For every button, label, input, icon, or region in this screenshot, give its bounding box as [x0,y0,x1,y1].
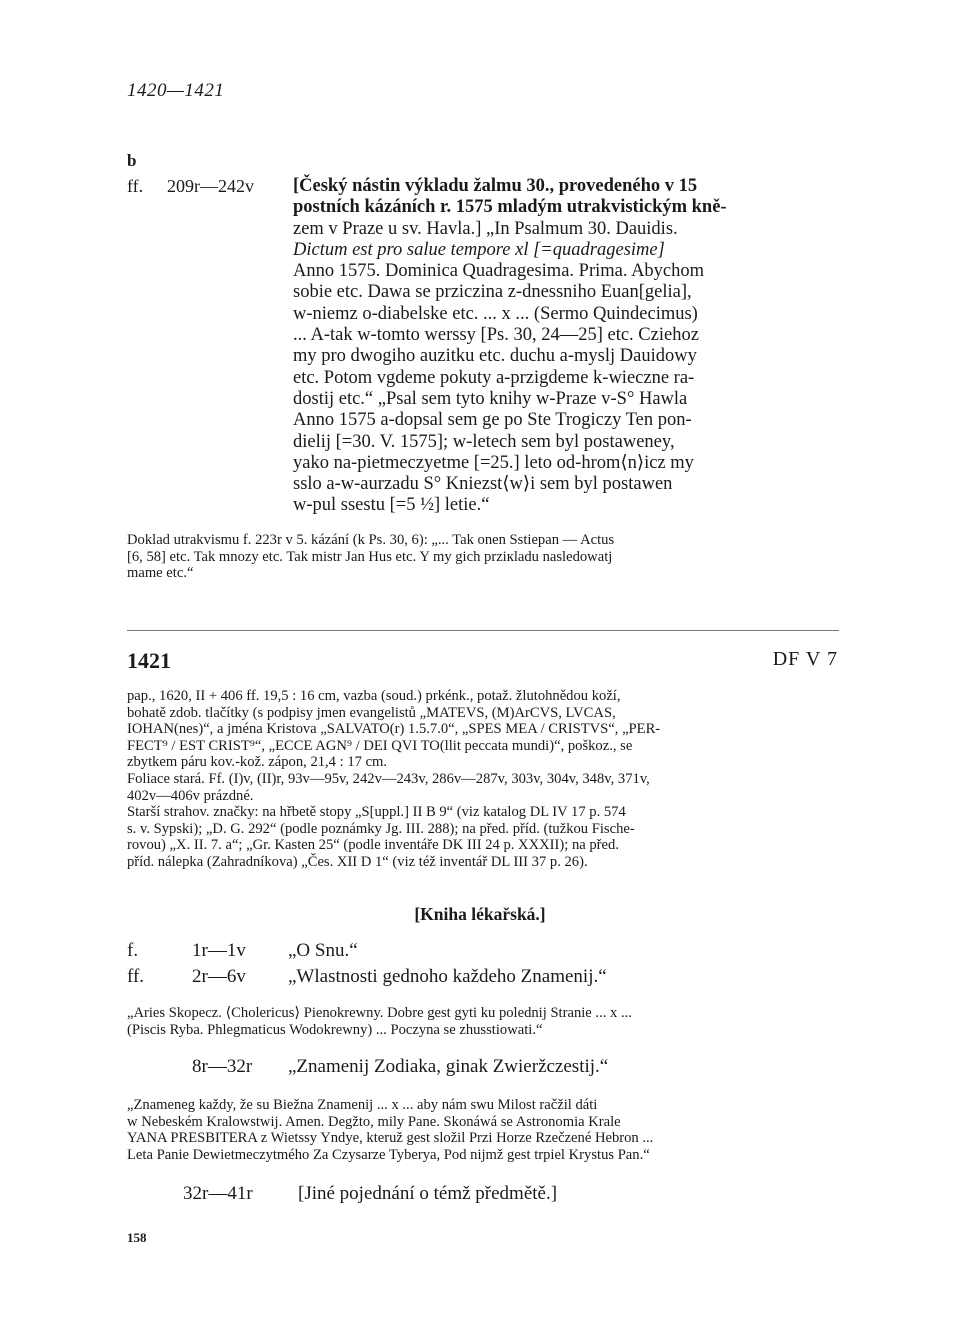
entry-line: Anno 1575. Dominica Quadragesima. Prima. Abychom [293,261,705,282]
strahov-line: rovou) „X. II. 7. a“; „Gr. Kasten 25“ (podle inventáře DK III 24 p. XXXII); na před. [127,837,619,854]
entry-line: sslo a-w-aurzadu S° Kniezst⟨w⟩i sem byl postawen [293,474,673,495]
entry-line: sobie etc. Dawa se prziczina z-dnessniho Euan[gelia], [293,282,692,303]
description-line: pap., 1620, II + 406 ff. 19,5 : 16 cm, vazba (soud.) prkénk., potaž. žlutohnědou koží, [127,688,621,704]
quote-line: „Aries Skopecz. ⟨Cholericus⟩ Pienokrewny. Dobre gest gyti ku polednij Stranie ... x ... [127,1005,632,1021]
running-head: 1420—1421 [127,80,225,101]
item-title: „Wlastnosti gednoho každeho Znamenij.“ [288,966,607,987]
quote-line: YANA PRESBITERA z Wietssy Yndye, kteruž gest složil Przi Horze Rzečzené Hebron ... [127,1130,654,1147]
description-line: bohatě zdob. tlačítky (s podpisy jmen evangelistů „MATEVS, (M)ArCVS, LVCAS, [127,704,616,721]
page-number: 158 [127,1230,147,1245]
item-title: [Jiné pojednání o témž předmětě.] [298,1183,558,1204]
doklad-line: [6, 58] etc. Tak mnozy etc. Tak mistr Jan Hus etc. Y my gich prziкladu nasledowatj [127,548,613,565]
entry-line: dielij [=30. V. 1575]; w-letech sem byl postaweney, [293,431,675,452]
doklad-paragraph [127,532,839,582]
entry-line: Dictum est pro salue tempore xl [=quadragesime] [293,239,665,260]
entry-line: yako na-pietmeczyetme [=25.] leto od-hrom⟨n⟩icz my [293,452,694,473]
foliace-line: Foliace stará. Ff. (I)v, (II)r, 93v—95v, 242v—243v, 286v—287v, 303v, 304v, 348v, 371v, [127,770,650,787]
folio-range: 209r—242v [167,176,254,196]
description-line: FECT⁹ / EST CRIST⁹“, „ECCE AGN⁹ / DEI QVI TO(llit peccata mundi)“, poškoz., se [127,737,633,754]
item-title: „O Snu.“ [288,940,358,961]
item-folio: 2r—6v [192,966,246,987]
quote-paragraph [127,1005,839,1038]
description-line: IOHAN(nes)“, a jména Kristova „SALVATO(r) 1.5.7.0“, „SPES MEA / CRISTVS“, „PER- [127,721,661,738]
entry-line: Anno 1575 a-dopsal sem ge po Ste Trogiczy Ten pon- [293,410,692,431]
item-ff: f. [127,940,139,961]
entry-line: dostij etc.“ „Psal sem tyto knihy w-Praze v-S° Hawla [293,388,688,409]
item-folio: 8r—32r [192,1056,253,1077]
entry-line: etc. Potom vgdeme pokuty a-przigdeme k-wieczne ra- [293,367,695,388]
shelf-signature: DF V 7 [772,648,838,670]
section-divider [127,630,839,631]
quote-line: Leta Panie Dewietmeczytmého Za Czysarze Tyberya, Pod nijmž gest trpiel Krystus Pan.“ [127,1146,650,1163]
strahov-line: příd. nálepka (Zahradníkova) „Čes. XII D 1“ (viz též inventář DL III 37 p. 26). [127,853,588,870]
quote-paragraph [127,1097,839,1163]
entry-line: zem v Praze u sv. Havla.] „In Psalmum 30. Dauidis. [293,218,678,239]
entry-line: my pro dwogiho auzitku etc. duchu a-myslj Dauidowy [293,346,697,367]
doklad-line: Doklad utrakvismu f. 223r v 5. kázání (k Ps. 30, 6): „... Tak onen Sstiepan — Actus [127,532,615,548]
description-paragraph [127,688,839,871]
entry-line: w-pul ssestu [=5 ½] letie.“ [293,495,490,516]
item-folio: 32r—41r [183,1183,253,1204]
quote-line: „Znameneg každy, že su Biežna Znamenij ... x ... aby nám swu Milost račžil dáti [127,1097,598,1113]
strahov-line: s. v. Sypski); „D. G. 292“ (podle poznámky Jg. III. 288); na před. příd. (tužkou Fische- [127,820,635,837]
description-line: zbytkem páru kov.-kož. zápon, 21,4 : 17 cm. [127,754,388,771]
entry-line: [Český nástin výkladu žalmu 30., provedeného v 15 [293,176,698,196]
foliace-line: 402v—406v prázdné. [127,787,254,804]
entry-line: postních kázáních r. 1575 mladým utrakvistickým kně- [293,197,727,218]
doklad-line: mame etc.“ [127,565,194,582]
strahov-line: Starší strahov. značky: na hřbetě stopy „S[uppl.] II B 9“ (viz katalog DL IV 17 p. 574 [127,804,626,821]
entry-line: w-niemz o-diabelske etc. ... x ... (Sermo Quindecimus) [293,303,698,324]
item-folio: 1r—1v [192,940,246,961]
entry-number: 1421 [127,648,171,673]
item-title: „Znamenij Zodiaka, ginak Zwieržczestij.“ [288,1056,609,1077]
item-ff: ff. [127,966,145,987]
book-heading: [Kniha lékařská.] [414,904,546,924]
quote-line: (Piscis Ryba. Phlegmaticus Wodokrewny) ... Poczyna se zhusstiowati.“ [127,1021,543,1038]
section-letter: b [127,151,137,170]
section-b-entry [293,176,838,517]
ff-label: ff. [127,176,144,196]
quote-line: w Nebeském Kralowstwij. Amen. Degžto, mily Pane. Skonáwá se Astronomia Krale [127,1113,621,1130]
entry-line: ... A-tak w-tomto werssy [Ps. 30, 24—25] etc. Cziehoz [293,325,699,346]
